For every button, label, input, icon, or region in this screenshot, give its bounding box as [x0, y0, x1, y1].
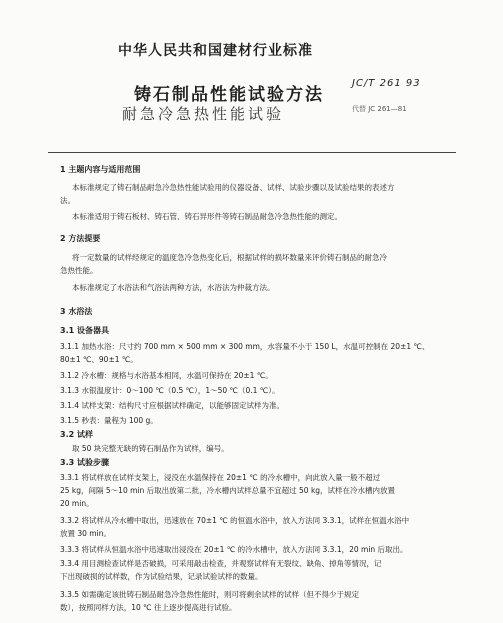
replaced-standard-code: 代替 JC 261—81	[352, 105, 407, 113]
section-1-scope: 本标准适用于铸石板材、铸石管、铸石异形件等铸石制品耐急冷急热性能的测定。	[72, 212, 342, 221]
document-title: 铸石制品性能试验方法	[134, 85, 324, 105]
clause-3-1-2: 3.1.2 冷水槽：规格与水浴基本相同，水温可保持在 20±1 ℃。	[60, 371, 273, 380]
section-3-2-heading: 3.2 试样	[60, 430, 93, 439]
section-2-paragraph-cont: 急热性能。	[60, 266, 98, 275]
clause-3-1-3: 3.1.3 水银温度计：0～100 ℃（0.5 ℃），1～50 ℃（0.1 ℃）。	[60, 386, 280, 395]
clause-3-3-2-cont: 放置 30 min。	[60, 529, 111, 538]
section-3-2-paragraph: 取 50 块完整无缺的铸石制品作为试样，编号。	[72, 444, 229, 453]
clause-3-1-1-cont: 80±1 ℃、90±1 ℃。	[60, 355, 138, 364]
clause-3-3-5-cont: 数），按照同样方法，10 ℃ 往上逐步提高进行试验。	[60, 603, 237, 612]
clause-3-3-3: 3.3.3 将试样从恒温水浴中迅速取出浸没在 20±1 ℃ 的冷水槽中，放入方法同 3.3.1，20 min 后取出。	[60, 545, 408, 554]
section-3-3-heading: 3.3 试验步骤	[60, 458, 109, 467]
clause-3-1-1: 3.1.1 加热水浴：尺寸约 700 mm × 500 mm × 300 mm，水容量不小于 150 L，水温可控制在 20±1 ℃、	[60, 342, 430, 351]
section-2-methods: 本标准规定了水浴法和气浴法两种方法，水浴法为仲裁方法。	[72, 283, 275, 292]
clause-3-3-1-cont: 25 kg，间隔 5～10 min 后取出放第二批，冷水槽内试样总量不宜超过 50 kg，试样在冷水槽内放置	[60, 486, 396, 495]
clause-3-3-4-cont: 下出现破损的试样数，作为试验结果，记录试验试样的数量。	[60, 572, 263, 581]
standard-header: 中华人民共和国建材行业标准	[118, 43, 313, 59]
clause-3-1-4: 3.1.4 试样支架：结构尺寸应根据试样确定，以能够固定试样为准。	[60, 401, 284, 410]
section-1-heading: 1 主题内容与适用范围	[60, 165, 141, 174]
section-2-paragraph: 将一定数量的试样经规定的温度急冷急热变化后，根据试样的损坏数量来评价铸石制品的耐急冷	[72, 253, 387, 262]
section-1-paragraph-cont: 法。	[60, 196, 75, 205]
section-3-heading: 3 水浴法	[60, 307, 93, 316]
clause-3-1-5: 3.1.5 秒表：量程为 100 g。	[60, 416, 158, 425]
clause-3-3-1: 3.3.1 将试样放在试样支架上，浸没在水温保持在 20±1 ℃ 的冷水槽中，向此放入量一般不超过	[60, 473, 381, 482]
section-3-1-heading: 3.1 设备器具	[60, 326, 109, 335]
clause-3-3-4: 3.3.4 用目测检查试样是否破损，可采用敲击检查，并观察试样有无裂纹、缺角、掉角等情况，记	[60, 559, 382, 568]
top-rule	[48, 152, 456, 153]
standard-code: JC/T 261 93	[352, 78, 421, 89]
section-2-heading: 2 方法提要	[60, 234, 101, 243]
section-1-paragraph: 本标准规定了铸石制品耐急冷急热性能试验用的仪器设备、试样、试验步骤以及试验结果的表述方	[72, 183, 395, 192]
clause-3-3-2: 3.3.2 将试样从冷水槽中取出，迅速放在 70±1 ℃ 的恒温水浴中，放入方法同 3.3.1，试样在恒温水浴中	[60, 516, 410, 525]
clause-3-3-5: 3.3.5 如需确定该批铸石制品耐急冷急热性能时，则可将剩余试样的试样（但不得少于规定	[60, 590, 359, 599]
clause-3-3-1-cont2: 20 min。	[60, 499, 94, 508]
document-subtitle: 耐急冷急热性能试验	[122, 105, 285, 123]
